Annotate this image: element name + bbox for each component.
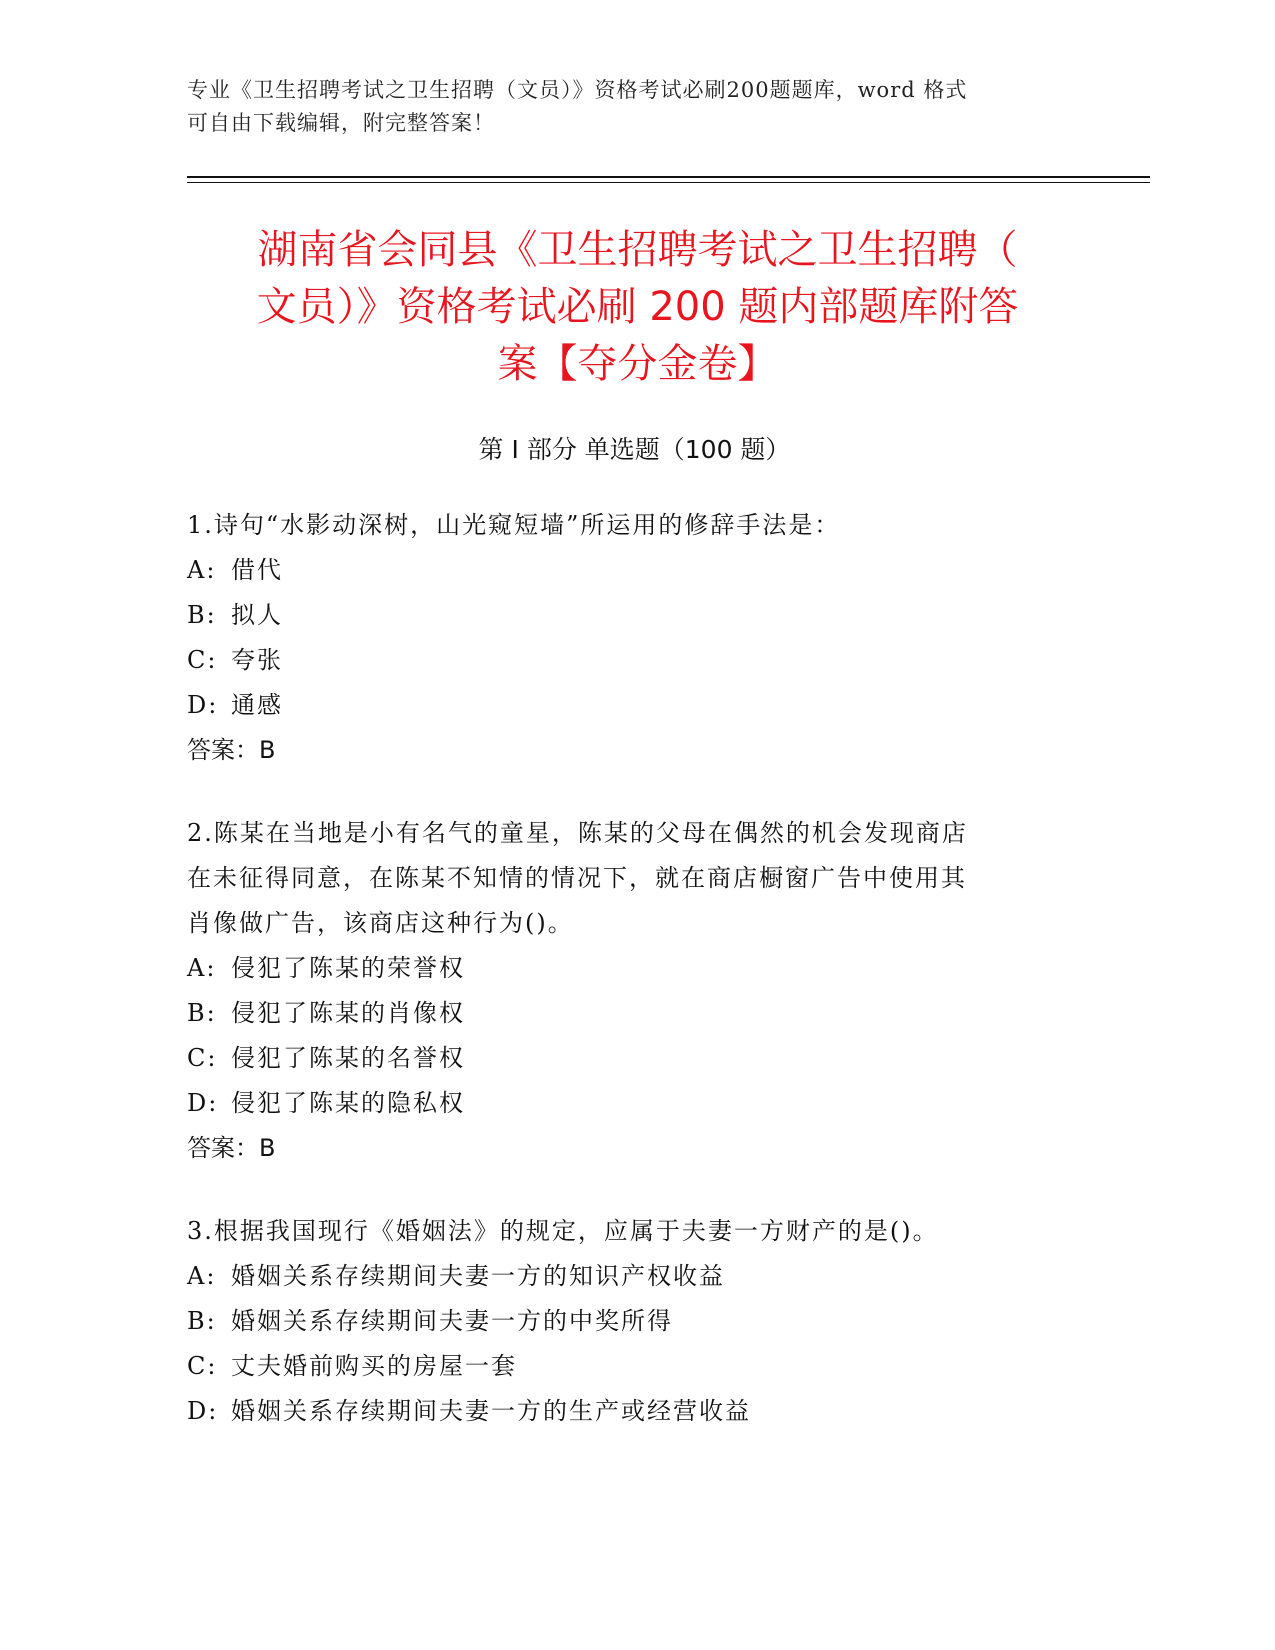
- option-letter: C:: [187, 1044, 218, 1072]
- header-rule-thick: [187, 176, 1150, 178]
- option-text: 侵犯了陈某的荣誉权: [231, 954, 465, 982]
- section-title: 第 I 部分 单选题（100 题）: [478, 435, 791, 464]
- title-line-3: 案【夺分金卷】: [497, 341, 778, 387]
- option-d: [187, 683, 1067, 728]
- question-stem-line-3: 肖像做广告，该商店这种行为()。: [187, 909, 574, 937]
- question-stem-line-1: 2.陈某在当地是小有名气的童星，陈某的父母在偶然的机会发现商店: [187, 819, 968, 847]
- option-a: [187, 1254, 1067, 1299]
- option-text: 侵犯了陈某的隐私权: [231, 1089, 465, 1117]
- option-letter: D:: [187, 1089, 219, 1117]
- answer: 答案：B: [187, 1134, 276, 1162]
- option-text: 侵犯了陈某的名誉权: [231, 1044, 465, 1072]
- option-letter: A:: [187, 954, 217, 982]
- option-a: [187, 548, 1067, 593]
- question-stem: 1.诗句“水影动深树，山光窥短墙”所运用的修辞手法是：: [187, 511, 841, 539]
- option-letter: A:: [187, 1262, 217, 1290]
- option-text: 婚姻关系存续期间夫妻一方的知识产权收益: [231, 1262, 725, 1290]
- option-letter: C:: [187, 646, 218, 674]
- document-header: [187, 74, 1067, 140]
- option-c: [187, 638, 1067, 683]
- option-letter: C:: [187, 1352, 218, 1380]
- option-text: 婚姻关系存续期间夫妻一方的生产或经营收益: [231, 1397, 751, 1425]
- option-letter: D:: [187, 691, 219, 719]
- option-letter: B:: [187, 999, 217, 1027]
- option-text: 拟人: [231, 601, 283, 629]
- question-stem-line-2: 在未征得同意，在陈某不知情的情况下，就在商店橱窗广告中使用其: [187, 864, 967, 892]
- option-b: [187, 991, 1067, 1036]
- question-3: [187, 1209, 1067, 1434]
- option-letter: B:: [187, 1307, 217, 1335]
- option-b: [187, 593, 1067, 638]
- question-stem: 3.根据我国现行《婚姻法》的规定，应属于夫妻一方财产的是()。: [187, 1217, 939, 1245]
- document-title: [190, 222, 1085, 393]
- option-text: 婚姻关系存续期间夫妻一方的中奖所得: [231, 1307, 673, 1335]
- option-a: [187, 946, 1067, 991]
- option-letter: D:: [187, 1397, 219, 1425]
- option-letter: A:: [187, 556, 217, 584]
- option-c: [187, 1344, 1067, 1389]
- header-line-2: 可自由下载编辑，附完整答案！: [187, 111, 495, 135]
- option-d: [187, 1389, 1067, 1434]
- title-line-2: 文员）》资格考试必刷 200 题内部题库附答: [256, 284, 1019, 330]
- option-text: 夸张: [231, 646, 283, 674]
- option-letter: B:: [187, 601, 217, 629]
- header-line-1: 专业《卫生招聘考试之卫生招聘（文员）》资格考试必刷200题题库，word 格式: [187, 78, 968, 102]
- header-rule-thin: [187, 182, 1150, 183]
- option-text: 丈夫婚前购买的房屋一套: [231, 1352, 517, 1380]
- answer: 答案：B: [187, 736, 276, 764]
- option-c: [187, 1036, 1067, 1081]
- question-2: [187, 811, 1067, 1171]
- question-1: [187, 503, 1067, 773]
- option-text: 借代: [231, 556, 283, 584]
- option-b: [187, 1299, 1067, 1344]
- option-text: 侵犯了陈某的肖像权: [231, 999, 465, 1027]
- option-d: [187, 1081, 1067, 1126]
- title-line-1: 湖南省会同县《卫生招聘考试之卫生招聘（: [257, 227, 1018, 273]
- option-text: 通感: [231, 691, 283, 719]
